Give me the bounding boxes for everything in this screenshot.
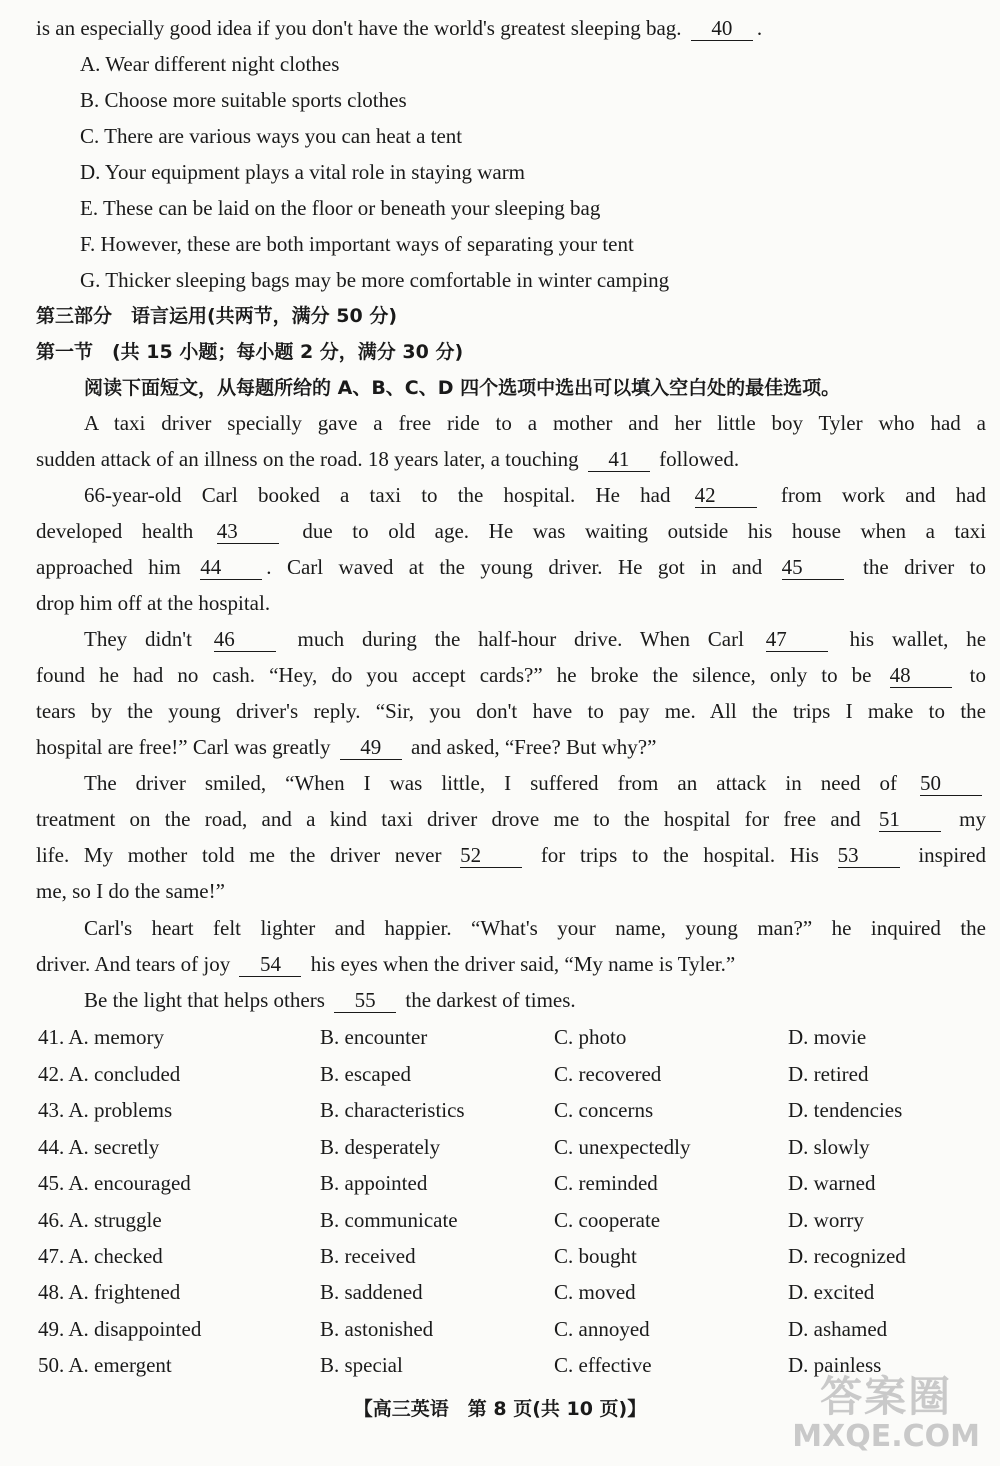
option-g: G. Thicker sleeping bags may be more comfortable in winter camping <box>80 268 670 292</box>
choice-a: 43. A. problems <box>38 1098 173 1122</box>
choice-a: 48. A. frightened <box>38 1280 181 1304</box>
passage-line: They didn't 46 much during the half-hour drive. When Carl 47 his wallet, he <box>84 627 987 651</box>
question-row <box>38 1278 958 1308</box>
line-q40: is an especially good idea if you don't have the world's greatest sleeping bag. 40 . <box>36 16 763 40</box>
question-row <box>38 1060 958 1090</box>
choice-b: B. desperately <box>320 1135 441 1159</box>
option-c: C. There are various ways you can heat a tent <box>80 124 463 148</box>
choice-b: B. received <box>320 1244 416 1268</box>
choice-b: B. astonished <box>320 1317 434 1341</box>
passage-line: sudden attack of an illness on the road. 18 years later, a touching 41 followed. <box>36 447 740 471</box>
blank-45: 45 <box>782 555 844 580</box>
choice-d: D. worry <box>788 1208 864 1232</box>
blank-43: 43 <box>217 519 279 544</box>
choice-d: D. tendencies <box>788 1098 903 1122</box>
choice-a: 41. A. memory <box>38 1025 164 1049</box>
blank-50: 50 <box>920 771 982 796</box>
choice-b: B. encounter <box>320 1025 428 1049</box>
instruction: 阅读下面短文，从每题所给的 A、B、C、D 四个选项中选出可以填入空白处的最佳选项。 <box>84 377 841 399</box>
passage-line: approached him 44 . Carl waved at the young driver. He got in and 45 the driver to <box>36 555 987 579</box>
watermark-logo <box>792 1374 980 1454</box>
choice-a: 50. A. emergent <box>38 1353 172 1377</box>
passage-line: hospital are free!” Carl was greatly 49 and asked, “Free? But why?” <box>36 735 657 759</box>
passage-line: developed health 43 due to old age. He was waiting outside his house when a taxi <box>36 519 986 543</box>
question-row <box>38 1242 958 1272</box>
passage-line: life. My mother told me the driver never 52 for trips to the hospital. His 53 inspired <box>36 843 986 867</box>
blank-40: 40 <box>691 16 753 41</box>
blank-52: 52 <box>460 843 522 868</box>
watermark-url: MXQE.COM <box>792 1419 980 1454</box>
question-row <box>38 1206 958 1236</box>
passage-line: found he had no cash. “Hey, do you accept cards?” he broke the silence, only to be 48 to <box>36 663 987 687</box>
choice-d: D. excited <box>788 1280 875 1304</box>
passage-line: me, so I do the same!” <box>36 879 225 903</box>
choice-d: D. ashamed <box>788 1317 888 1341</box>
choice-b: B. special <box>320 1353 403 1377</box>
page-footer: 【高三英语 第 8 页(共 10 页)】 <box>353 1398 647 1420</box>
choice-a: 42. A. concluded <box>38 1062 181 1086</box>
blank-47: 47 <box>766 627 828 652</box>
option-f: F. However, these are both important ways of separating your tent <box>80 232 634 256</box>
section-heading: 第一节 (共 15 小题；每小题 2 分，满分 30 分) <box>36 341 464 363</box>
blank-44: 44 <box>200 555 262 580</box>
question-row <box>38 1023 958 1053</box>
choice-d: D. movie <box>788 1025 867 1049</box>
passage-line: 66-year-old Carl booked a taxi to the hospital. He had 42 from work and had <box>84 483 987 507</box>
choice-c: C. annoyed <box>554 1317 650 1341</box>
choice-d: D. recognized <box>788 1244 906 1268</box>
blank-54: 54 <box>239 952 301 977</box>
question-row <box>38 1169 958 1199</box>
question-row <box>38 1315 958 1345</box>
blank-49: 49 <box>340 735 402 760</box>
choice-d: D. slowly <box>788 1135 870 1159</box>
choice-c: C. unexpectedly <box>554 1135 691 1159</box>
choice-c: C. photo <box>554 1025 627 1049</box>
passage-line: Carl's heart felt lighter and happier. “What's your name, young man?” he inquired the <box>84 916 986 940</box>
option-a: A. Wear different night clothes <box>80 52 340 76</box>
passage-line: Be the light that helps others 55 the darkest of times. <box>84 988 576 1012</box>
choice-b: B. escaped <box>320 1062 411 1086</box>
passage-line: drop him off at the hospital. <box>36 591 271 615</box>
option-e: E. These can be laid on the floor or beneath your sleeping bag <box>80 196 601 220</box>
choice-a: 44. A. secretly <box>38 1135 160 1159</box>
choice-b: B. characteristics <box>320 1098 465 1122</box>
passage-line: tears by the young driver's reply. “Sir, you don't have to pay me. All the trips I make to the <box>36 699 986 723</box>
choice-c: C. reminded <box>554 1171 658 1195</box>
choice-a: 49. A. disappointed <box>38 1317 202 1341</box>
choice-b: B. appointed <box>320 1171 428 1195</box>
blank-55: 55 <box>334 988 396 1013</box>
choice-c: C. concerns <box>554 1098 654 1122</box>
choice-c: C. recovered <box>554 1062 662 1086</box>
choice-d: D. warned <box>788 1171 876 1195</box>
option-d: D. Your equipment plays a vital role in staying warm <box>80 160 526 184</box>
choice-a: 47. A. checked <box>38 1244 163 1268</box>
blank-41: 41 <box>588 447 650 472</box>
choice-a: 45. A. encouraged <box>38 1171 191 1195</box>
blank-51: 51 <box>879 807 941 832</box>
blank-48: 48 <box>890 663 952 688</box>
choice-c: C. moved <box>554 1280 636 1304</box>
passage-line: A taxi driver specially gave a free ride to a mother and her little boy Tyler who had a <box>84 411 986 435</box>
choice-c: C. effective <box>554 1353 652 1377</box>
choice-d: D. painless <box>788 1353 882 1377</box>
passage-line: The driver smiled, “When I was little, I suffered from an attack in need of 50 <box>84 769 986 797</box>
question-row <box>38 1096 958 1126</box>
option-b: B. Choose more suitable sports clothes <box>80 88 407 112</box>
choice-c: C. cooperate <box>554 1208 661 1232</box>
part-heading: 第三部分 语言运用(共两节，满分 50 分) <box>36 305 398 327</box>
choice-b: B. saddened <box>320 1280 423 1304</box>
blank-46: 46 <box>214 627 276 652</box>
watermark-text: 答案圈 <box>820 1372 953 1421</box>
choice-a: 46. A. struggle <box>38 1208 162 1232</box>
choice-d: D. retired <box>788 1062 869 1086</box>
passage-line: driver. And tears of joy 54 his eyes when the driver said, “My name is Tyler.” <box>36 952 736 976</box>
blank-53: 53 <box>838 843 900 868</box>
choice-b: B. communicate <box>320 1208 458 1232</box>
passage-line: treatment on the road, and a kind taxi driver drove me to the hospital for free and 51 my <box>36 807 987 831</box>
blank-42: 42 <box>695 483 757 508</box>
choice-c: C. bought <box>554 1244 637 1268</box>
question-row <box>38 1133 958 1163</box>
